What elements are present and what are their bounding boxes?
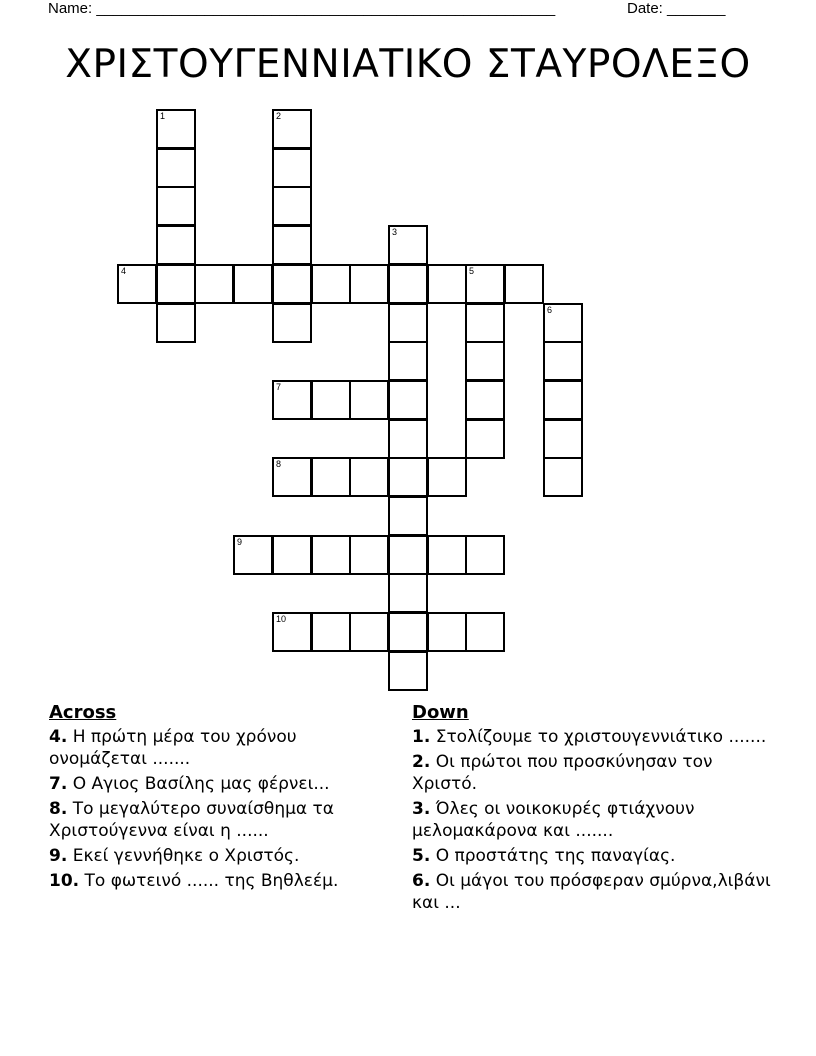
crossword-cell[interactable]	[388, 457, 428, 497]
crossword-cell[interactable]	[349, 380, 389, 420]
crossword-cell[interactable]	[388, 535, 428, 575]
clue-number: 9.	[49, 846, 68, 866]
crossword-cell[interactable]	[465, 341, 505, 381]
clue-number: 4.	[49, 727, 68, 747]
crossword-cell[interactable]	[349, 612, 389, 652]
crossword-cell[interactable]	[272, 457, 312, 497]
page-title: ΧΡΙΣΤΟΥΓΕΝΝΙΑΤΙΚΟ ΣΤΑΥΡΟΛΕΞΟ	[65, 42, 751, 87]
crossword-cell[interactable]	[427, 264, 467, 304]
cell-number: 7	[276, 382, 282, 392]
clue-number: 1.	[412, 727, 431, 747]
crossword-cell[interactable]	[388, 573, 428, 613]
crossword-cell[interactable]	[156, 264, 196, 304]
crossword-cell[interactable]	[349, 535, 389, 575]
clue-down	[412, 845, 772, 867]
clue-text: Το φωτεινό ...... της Βηθλεέμ.	[84, 871, 339, 891]
clue-across	[49, 773, 399, 795]
crossword-cell[interactable]	[311, 457, 351, 497]
cell-number: 1	[160, 111, 166, 121]
crossword-cell[interactable]	[388, 380, 428, 420]
crossword-cell[interactable]	[311, 380, 351, 420]
crossword-cell[interactable]	[465, 380, 505, 420]
crossword-cell[interactable]	[156, 225, 196, 265]
crossword-cell[interactable]	[465, 535, 505, 575]
crossword-cell[interactable]	[465, 264, 505, 304]
clue-text: Η πρώτη μέρα του χρόνου ονομάζεται .......	[49, 727, 297, 769]
date-field-label: Date: _______	[627, 0, 726, 17]
clue-number: 8.	[49, 799, 68, 819]
crossword-cell[interactable]	[117, 264, 157, 304]
crossword-cell[interactable]	[388, 225, 428, 265]
clue-down	[412, 870, 772, 914]
cell-number: 4	[121, 266, 127, 276]
crossword-cell[interactable]	[272, 380, 312, 420]
crossword-cell[interactable]	[311, 535, 351, 575]
crossword-cell[interactable]	[156, 303, 196, 343]
down-heading: Down	[412, 702, 469, 723]
clue-down	[412, 751, 772, 795]
crossword-cell[interactable]	[233, 264, 273, 304]
cell-number: 9	[237, 537, 243, 547]
crossword-cell[interactable]	[311, 612, 351, 652]
across-heading: Across	[49, 702, 117, 723]
crossword-cell[interactable]	[272, 148, 312, 188]
crossword-cell[interactable]	[427, 612, 467, 652]
clue-text: Οι πρώτοι που προσκύνησαν τον Χριστό.	[412, 752, 713, 794]
crossword-cell[interactable]	[388, 612, 428, 652]
crossword-cell[interactable]	[388, 341, 428, 381]
clue-text: Στολίζουμε το χριστουγεννιάτικο .......	[435, 727, 767, 747]
crossword-cell[interactable]	[272, 535, 312, 575]
crossword-cell[interactable]	[272, 264, 312, 304]
crossword-cell[interactable]	[543, 419, 583, 459]
crossword-cell[interactable]	[388, 303, 428, 343]
clue-number: 3.	[412, 799, 431, 819]
crossword-cell[interactable]	[465, 612, 505, 652]
crossword-cell[interactable]	[156, 109, 196, 149]
crossword-cell[interactable]	[388, 496, 428, 536]
crossword-cell[interactable]	[465, 419, 505, 459]
crossword-cell[interactable]	[156, 186, 196, 226]
crossword-cell[interactable]	[156, 148, 196, 188]
crossword-cell[interactable]	[272, 225, 312, 265]
clue-across	[49, 798, 399, 842]
clue-across	[49, 870, 399, 892]
clue-number: 10.	[49, 871, 80, 891]
cell-number: 8	[276, 459, 282, 469]
clue-text: Ο Αγιος Βασίλης μας φέρνει...	[72, 774, 330, 794]
name-field-label: Name: _______________________________________________________	[48, 0, 556, 17]
crossword-cell[interactable]	[543, 341, 583, 381]
clue-number: 5.	[412, 846, 431, 866]
crossword-cell[interactable]	[427, 457, 467, 497]
down-clues	[412, 702, 772, 917]
clue-text: Οι μάγοι του πρόσφεραν σμύρνα,λιβάνι και ...	[412, 871, 771, 913]
crossword-cell[interactable]	[543, 457, 583, 497]
crossword-cell[interactable]	[194, 264, 234, 304]
cell-number: 3	[392, 227, 398, 237]
clue-number: 2.	[412, 752, 431, 772]
clue-down	[412, 726, 772, 748]
clue-text: Ο προστάτης της παναγίας.	[435, 846, 676, 866]
crossword-cell[interactable]	[388, 264, 428, 304]
crossword-cell[interactable]	[504, 264, 544, 304]
crossword-cell[interactable]	[427, 535, 467, 575]
cell-number: 10	[276, 614, 287, 624]
cell-number: 6	[547, 305, 553, 315]
crossword-cell[interactable]	[233, 535, 273, 575]
clue-number: 7.	[49, 774, 68, 794]
crossword-cell[interactable]	[349, 457, 389, 497]
clue-across	[49, 845, 399, 867]
cell-number: 5	[469, 266, 475, 276]
crossword-cell[interactable]	[272, 109, 312, 149]
crossword-cell[interactable]	[272, 612, 312, 652]
across-clues	[49, 702, 399, 895]
crossword-cell[interactable]	[272, 303, 312, 343]
clue-text: Το μεγαλύτερο συναίσθημα τα Χριστούγεννα είναι η ......	[49, 799, 334, 841]
crossword-cell[interactable]	[388, 419, 428, 459]
crossword-cell[interactable]	[543, 380, 583, 420]
crossword-cell[interactable]	[311, 264, 351, 304]
crossword-cell[interactable]	[388, 651, 428, 691]
cell-number: 2	[276, 111, 282, 121]
crossword-cell[interactable]	[272, 186, 312, 226]
clue-text: Όλες οι νοικοκυρές φτιάχνουν μελομακάρονα και .......	[412, 799, 695, 841]
crossword-cell[interactable]	[349, 264, 389, 304]
clue-down	[412, 798, 772, 842]
clue-text: Εκεί γεννήθηκε ο Χριστός.	[72, 846, 300, 866]
crossword-cell[interactable]	[543, 303, 583, 343]
clue-across	[49, 726, 399, 770]
clue-number: 6.	[412, 871, 431, 891]
crossword-cell[interactable]	[465, 303, 505, 343]
